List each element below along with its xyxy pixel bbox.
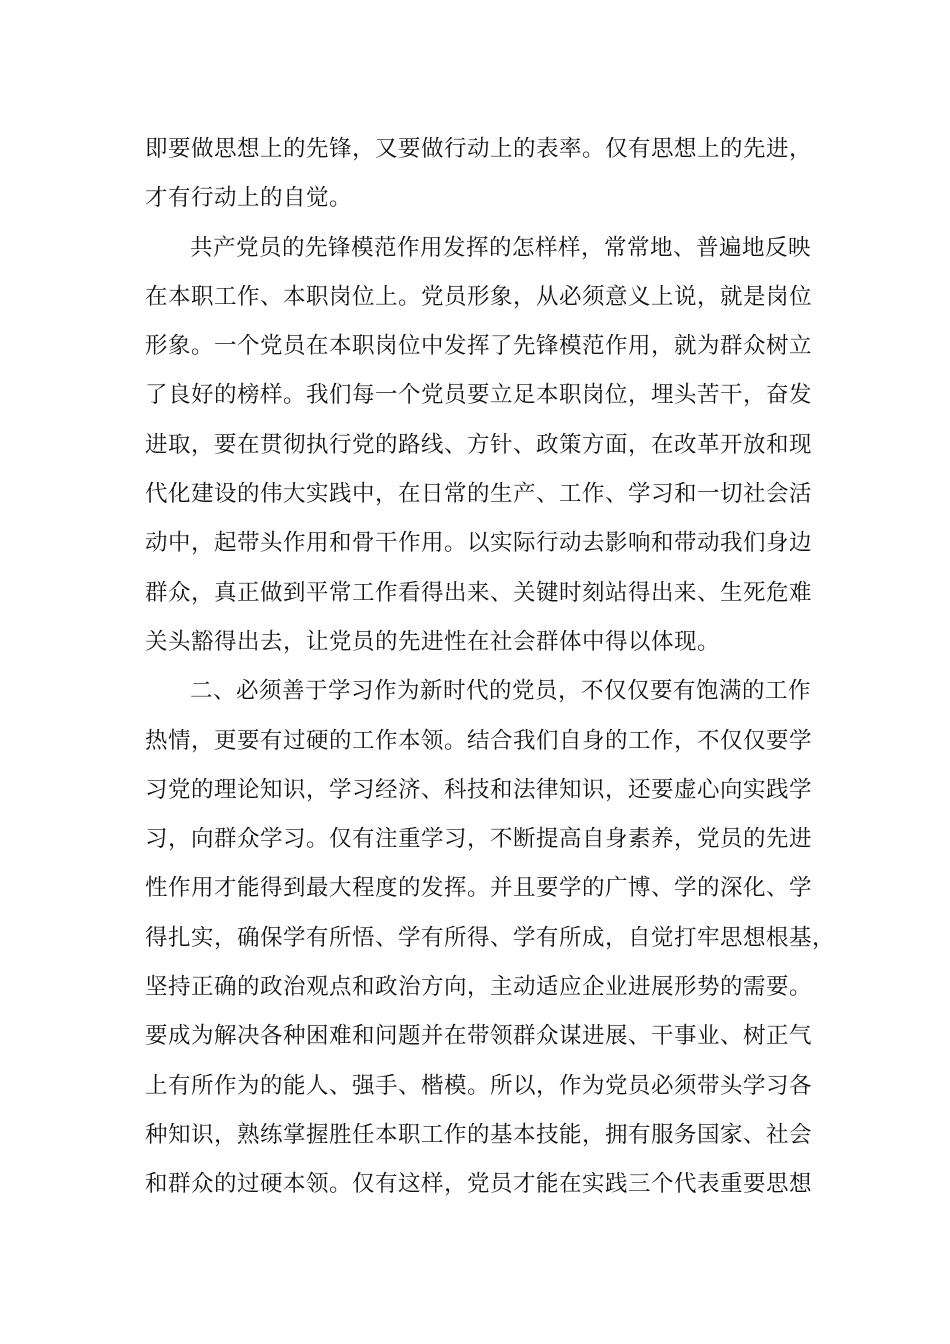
text-line: 才有行动上的自觉。 xyxy=(145,185,353,212)
text-line: 要成为解决各种困难和问题并在带领群众谋进展、干事业、树正气 xyxy=(145,1023,813,1050)
text-line: 上有所作为的能人、强手、楷模。所以，作为党员必须带头学习各 xyxy=(145,1072,813,1099)
text-line: 群众，真正做到平常工作看得出来、关键时刻站得出来、生死危难 xyxy=(145,579,813,606)
paragraph-first-line: 二、必须善于学习作为新时代的党员，不仅仅要有饱满的工作 xyxy=(190,678,812,705)
text-line: 热情，更要有过硬的工作本领。结合我们自身的工作，不仅仅要学 xyxy=(145,727,813,754)
text-line: 即要做思想上的先锋，又要做行动上的表率。仅有思想上的先进， xyxy=(145,136,813,162)
text-line: 代化建设的伟大实践中，在日常的生产、工作、学习和一切社会活 xyxy=(145,481,813,508)
text-line: 了良好的榜样。我们每一个党员要立足本职岗位，埋头苦干，奋发 xyxy=(145,382,813,409)
text-line: 坚持正确的政治观点和政治方向，主动适应企业进展形势的需要。 xyxy=(145,974,813,1001)
text-line: 得扎实，确保学有所悟、学有所得、学有所成，自觉打牢思想根基， xyxy=(145,924,836,951)
document-body xyxy=(145,125,836,1210)
text-line: 形象。一个党员在本职岗位中发挥了先锋模范作用，就为群众树立 xyxy=(145,333,813,360)
text-line: 性作用才能得到最大程度的发挥。并且要学的广博、学的深化、学 xyxy=(145,875,813,902)
text-line: 关头豁得出去，让党员的先进性在社会群体中得以体现。 xyxy=(145,628,721,655)
text-line: 习，向群众学习。仅有注重学习，不断提高自身素养，党员的先进 xyxy=(145,826,813,853)
text-line: 动中，起带头作用和骨干作用。以实际行动去影响和带动我们身边 xyxy=(145,530,813,557)
text-line: 和群众的过硬本领。仅有这样，党员才能在实践三个代表重要思想 xyxy=(145,1171,813,1198)
text-line: 种知识，熟练掌握胜任本职工作的基本技能，拥有服务国家、社会 xyxy=(145,1121,813,1148)
text-line: 在本职工作、本职岗位上。党员形象，从必须意义上说，就是岗位 xyxy=(145,283,813,310)
text-line: 习党的理论知识，学习经济、科技和法律知识，还要虚心向实践学 xyxy=(145,776,813,803)
paragraph-first-line: 共产党员的先锋模范作用发挥的怎样样，常常地、普遍地反映 xyxy=(190,234,812,261)
text-line: 进取，要在贯彻执行党的路线、方针、政策方面，在改革开放和现 xyxy=(145,431,813,458)
